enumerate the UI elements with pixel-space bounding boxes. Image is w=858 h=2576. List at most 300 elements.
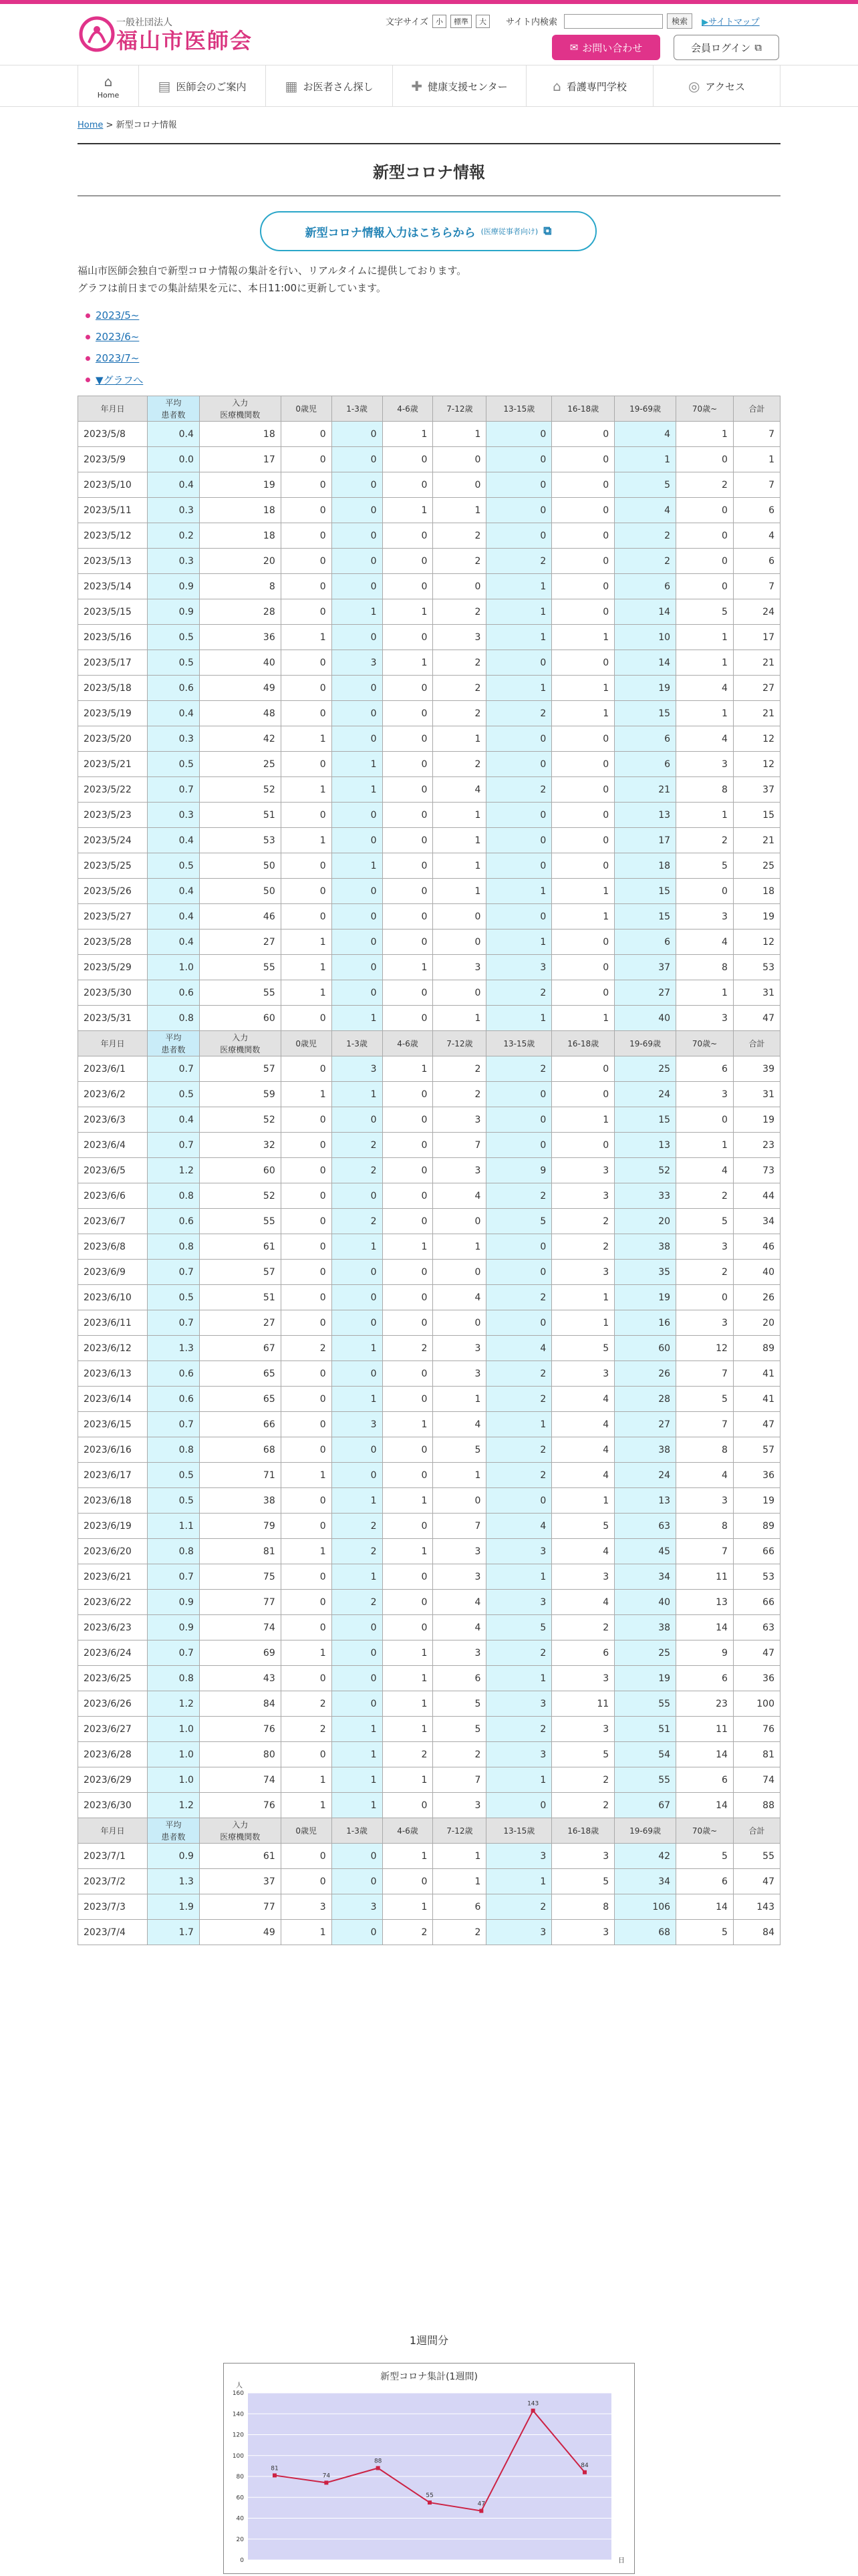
value-cell: 2 [331, 1209, 382, 1234]
table-row [78, 447, 780, 472]
table-row [78, 1056, 780, 1082]
value-cell: 2 [552, 1234, 615, 1260]
value-cell: 0 [382, 625, 433, 650]
value-cell: 52 [199, 1183, 281, 1209]
value-cell: 3 [552, 1158, 615, 1183]
font-size-normal-button[interactable]: 標準 [450, 15, 472, 28]
table-row [78, 1767, 780, 1793]
value-cell: 0.5 [147, 1285, 199, 1310]
value-cell: 48 [199, 701, 281, 726]
value-cell: 1 [331, 1717, 382, 1742]
value-cell: 63 [733, 1615, 780, 1640]
value-cell: 77 [199, 1590, 281, 1615]
value-cell: 13 [615, 1488, 676, 1514]
value-cell: 1 [281, 1767, 331, 1793]
date-cell: 2023/6/5 [78, 1158, 148, 1183]
value-cell: 0.5 [147, 625, 199, 650]
value-cell: 3 [331, 650, 382, 676]
value-cell: 2 [433, 1742, 486, 1767]
value-cell: 3 [676, 904, 734, 929]
anchor-july-link[interactable]: 2023/7~ [96, 352, 140, 364]
value-cell: 0 [486, 726, 552, 752]
value-cell: 6 [733, 549, 780, 574]
table-row [78, 1564, 780, 1590]
value-cell: 1 [486, 599, 552, 625]
value-cell: 55 [615, 1691, 676, 1717]
value-cell: 0 [382, 1387, 433, 1412]
value-cell: 1 [433, 1844, 486, 1869]
value-cell: 1 [331, 1488, 382, 1514]
value-cell: 52 [615, 1158, 676, 1183]
value-cell: 36 [199, 625, 281, 650]
column-header: 0歳児 [281, 1031, 331, 1056]
value-cell: 5 [676, 1844, 734, 1869]
value-cell: 5 [615, 472, 676, 498]
covid-input-link-button[interactable] [260, 211, 597, 251]
table-row [78, 726, 780, 752]
value-cell: 0 [382, 447, 433, 472]
chart-data-label: 88 [374, 2458, 382, 2465]
table-row [78, 701, 780, 726]
value-cell: 2 [486, 1361, 552, 1387]
value-cell: 1 [281, 1640, 331, 1666]
covid-data-table [78, 396, 780, 1945]
value-cell: 60 [199, 1158, 281, 1183]
value-cell: 42 [615, 1844, 676, 1869]
value-cell: 0 [552, 599, 615, 625]
value-cell: 0 [281, 701, 331, 726]
value-cell: 0.4 [147, 904, 199, 929]
value-cell: 0 [331, 549, 382, 574]
value-cell: 0 [281, 599, 331, 625]
value-cell: 0 [281, 472, 331, 498]
value-cell: 0 [382, 1133, 433, 1158]
value-cell: 0 [676, 523, 734, 549]
hospital-icon: ▦ [285, 78, 298, 94]
value-cell: 2 [676, 828, 734, 853]
value-cell: 1 [281, 1082, 331, 1107]
nav-item-access[interactable] [654, 65, 780, 107]
value-cell: 14 [676, 1894, 734, 1920]
value-cell: 0.5 [147, 1488, 199, 1514]
value-cell: 0.7 [147, 1640, 199, 1666]
value-cell: 66 [733, 1590, 780, 1615]
value-cell: 3 [676, 1082, 734, 1107]
value-cell: 1 [552, 1107, 615, 1133]
home-icon: ⌂ [104, 73, 113, 90]
description [78, 262, 466, 297]
value-cell: 0 [382, 1310, 433, 1336]
value-cell: 0 [433, 929, 486, 955]
value-cell: 2 [486, 1894, 552, 1920]
value-cell: 24 [615, 1082, 676, 1107]
value-cell: 5 [676, 599, 734, 625]
column-header: 19-69歳 [615, 1818, 676, 1844]
value-cell: 89 [733, 1336, 780, 1361]
value-cell: 4 [433, 1183, 486, 1209]
value-cell: 0 [382, 803, 433, 828]
table-row [78, 1285, 780, 1310]
value-cell: 71 [199, 1463, 281, 1488]
table-row [78, 904, 780, 929]
date-cell: 2023/6/8 [78, 1234, 148, 1260]
search-button[interactable]: 検索 [667, 13, 692, 29]
value-cell: 2 [552, 1209, 615, 1234]
value-cell: 34 [733, 1209, 780, 1234]
value-cell: 0 [281, 498, 331, 523]
value-cell: 14 [676, 1742, 734, 1767]
value-cell: 0 [281, 1183, 331, 1209]
value-cell: 0 [676, 574, 734, 599]
value-cell: 37 [615, 955, 676, 980]
value-cell: 0.8 [147, 1539, 199, 1564]
value-cell: 0 [382, 1183, 433, 1209]
value-cell: 0 [331, 955, 382, 980]
value-cell: 49 [199, 676, 281, 701]
value-cell: 5 [676, 1387, 734, 1412]
value-cell: 0 [331, 1691, 382, 1717]
value-cell: 74 [733, 1767, 780, 1793]
value-cell: 51 [199, 803, 281, 828]
value-cell: 31 [733, 980, 780, 1006]
value-cell: 0.5 [147, 650, 199, 676]
value-cell: 0 [331, 447, 382, 472]
value-cell: 0 [552, 498, 615, 523]
value-cell: 1.0 [147, 955, 199, 980]
value-cell: 1.9 [147, 1894, 199, 1920]
value-cell: 2 [486, 1640, 552, 1666]
value-cell: 42 [199, 726, 281, 752]
value-cell: 0 [382, 1514, 433, 1539]
date-cell: 2023/7/4 [78, 1920, 148, 1945]
column-header: 合計 [733, 396, 780, 422]
value-cell: 1 [331, 1767, 382, 1793]
value-cell: 0 [281, 879, 331, 904]
value-cell: 0 [382, 726, 433, 752]
value-cell: 0 [552, 422, 615, 447]
value-cell: 5 [433, 1717, 486, 1742]
value-cell: 0 [281, 422, 331, 447]
value-cell: 2 [615, 549, 676, 574]
value-cell: 0.5 [147, 1463, 199, 1488]
value-cell: 1 [733, 447, 780, 472]
value-cell: 0 [382, 472, 433, 498]
value-cell: 0.7 [147, 1133, 199, 1158]
table-row [78, 1006, 780, 1031]
nav-item-health-center[interactable] [393, 65, 527, 107]
value-cell: 23 [676, 1691, 734, 1717]
value-cell: 3 [433, 1564, 486, 1590]
value-cell: 0.7 [147, 1056, 199, 1082]
column-header: 平均 患者数 [147, 1031, 199, 1056]
value-cell: 18 [199, 523, 281, 549]
value-cell: 1 [552, 1285, 615, 1310]
member-login-button[interactable] [674, 35, 779, 60]
value-cell: 3 [486, 1844, 552, 1869]
table-row [78, 1209, 780, 1234]
value-cell: 0 [486, 447, 552, 472]
value-cell: 0 [331, 1361, 382, 1387]
value-cell: 0.5 [147, 853, 199, 879]
value-cell: 0 [552, 752, 615, 777]
value-cell: 0.9 [147, 1590, 199, 1615]
week-section-title: 1週間分 [409, 2334, 449, 2347]
value-cell: 0.8 [147, 1666, 199, 1691]
value-cell: 143 [733, 1894, 780, 1920]
value-cell: 1 [331, 1336, 382, 1361]
value-cell: 0 [382, 879, 433, 904]
nav-item-nursing-school[interactable] [527, 65, 654, 107]
chart-data-label: 81 [271, 2465, 279, 2472]
value-cell: 3 [676, 1234, 734, 1260]
font-size-small-button[interactable]: 小 [432, 15, 446, 28]
value-cell: 0 [331, 803, 382, 828]
value-cell: 40 [199, 650, 281, 676]
value-cell: 2 [331, 1539, 382, 1564]
value-cell: 1.3 [147, 1869, 199, 1894]
value-cell: 0 [676, 498, 734, 523]
value-cell: 0 [331, 625, 382, 650]
anchor-may-link[interactable]: 2023/5~ [96, 309, 140, 321]
value-cell: 0.9 [147, 599, 199, 625]
date-cell: 2023/7/2 [78, 1869, 148, 1894]
value-cell: 9 [676, 1640, 734, 1666]
nav-home-label: Home [97, 90, 120, 100]
value-cell: 4 [433, 777, 486, 803]
date-cell: 2023/6/1 [78, 1056, 148, 1082]
value-cell: 1 [433, 1006, 486, 1031]
column-header: 7-12歳 [433, 1818, 486, 1844]
value-cell: 15 [615, 904, 676, 929]
value-cell: 26 [615, 1361, 676, 1387]
value-cell: 0.3 [147, 726, 199, 752]
login-label: 会員ログイン [691, 41, 751, 54]
value-cell: 0 [382, 904, 433, 929]
value-cell: 24 [733, 599, 780, 625]
value-cell: 51 [199, 1285, 281, 1310]
page-title: 新型コロナ情報 [78, 143, 780, 182]
value-cell: 6 [433, 1666, 486, 1691]
value-cell: 1 [331, 1387, 382, 1412]
value-cell: 0.8 [147, 1437, 199, 1463]
value-cell: 0.8 [147, 1006, 199, 1031]
table-row [78, 1514, 780, 1539]
value-cell: 66 [733, 1539, 780, 1564]
value-cell: 0 [433, 1209, 486, 1234]
anchor-graph-link[interactable]: ▼グラフへ [96, 374, 144, 386]
value-cell: 19 [199, 472, 281, 498]
table-row [78, 1133, 780, 1158]
table-row [78, 1336, 780, 1361]
value-cell: 0 [281, 1133, 331, 1158]
nav-item-home[interactable] [78, 65, 139, 107]
sitemap-link[interactable] [702, 15, 760, 27]
breadcrumb-home-link[interactable]: Home [78, 120, 104, 130]
value-cell: 3 [331, 1412, 382, 1437]
month-anchor-list [86, 305, 143, 390]
date-cell: 2023/6/14 [78, 1387, 148, 1412]
value-cell: 0 [433, 1488, 486, 1514]
date-cell: 2023/6/28 [78, 1742, 148, 1767]
value-cell: 4 [552, 1590, 615, 1615]
table-row [78, 1869, 780, 1894]
value-cell: 2 [486, 777, 552, 803]
nav-school-label: 看護専門学校 [566, 80, 627, 93]
value-cell: 23 [733, 1133, 780, 1158]
table-header-row [78, 1818, 780, 1844]
value-cell: 27 [615, 1412, 676, 1437]
value-cell: 5 [676, 1209, 734, 1234]
value-cell: 3 [433, 1336, 486, 1361]
value-cell: 61 [199, 1844, 281, 1869]
date-cell: 2023/5/27 [78, 904, 148, 929]
mail-icon: ✉ [569, 41, 579, 53]
font-size-large-button[interactable]: 大 [476, 15, 490, 28]
value-cell: 40 [615, 1590, 676, 1615]
date-cell: 2023/7/3 [78, 1894, 148, 1920]
date-cell: 2023/5/19 [78, 701, 148, 726]
chart-data-label: 74 [322, 2472, 331, 2480]
value-cell: 1 [331, 1234, 382, 1260]
table-row [78, 1920, 780, 1945]
value-cell: 1 [382, 422, 433, 447]
value-cell: 0 [281, 676, 331, 701]
value-cell: 0 [281, 1590, 331, 1615]
value-cell: 3 [486, 1691, 552, 1717]
value-cell: 1 [676, 980, 734, 1006]
value-cell: 0 [676, 1107, 734, 1133]
value-cell: 69 [199, 1640, 281, 1666]
breadcrumb-separator: > [103, 120, 116, 130]
table-row [78, 1082, 780, 1107]
value-cell: 0 [281, 853, 331, 879]
value-cell: 0 [382, 1082, 433, 1107]
value-cell: 1 [331, 1564, 382, 1590]
date-cell: 2023/6/18 [78, 1488, 148, 1514]
value-cell: 0 [331, 1666, 382, 1691]
date-cell: 2023/5/30 [78, 980, 148, 1006]
value-cell: 1 [281, 1920, 331, 1945]
value-cell: 0 [433, 1310, 486, 1336]
value-cell: 0 [552, 472, 615, 498]
value-cell: 5 [433, 1437, 486, 1463]
chart-y-tick-label: 0 [240, 2557, 244, 2564]
weekly-chart [223, 2363, 635, 2574]
value-cell: 51 [615, 1717, 676, 1742]
value-cell: 0 [433, 1260, 486, 1285]
value-cell: 27 [615, 980, 676, 1006]
nav-item-doctor-search[interactable] [266, 65, 393, 107]
value-cell: 0 [676, 549, 734, 574]
date-cell: 2023/5/11 [78, 498, 148, 523]
value-cell: 49 [199, 1920, 281, 1945]
table-row [78, 1387, 780, 1412]
value-cell: 0 [382, 1158, 433, 1183]
value-cell: 0 [281, 1666, 331, 1691]
value-cell: 1 [552, 1006, 615, 1031]
value-cell: 2 [331, 1158, 382, 1183]
date-cell: 2023/5/9 [78, 447, 148, 472]
value-cell: 5 [676, 1920, 734, 1945]
value-cell: 10 [615, 625, 676, 650]
value-cell: 5 [552, 1514, 615, 1539]
value-cell: 1 [433, 1234, 486, 1260]
date-cell: 2023/5/15 [78, 599, 148, 625]
value-cell: 19 [615, 1666, 676, 1691]
value-cell: 0.0 [147, 447, 199, 472]
value-cell: 0 [552, 980, 615, 1006]
value-cell: 0 [486, 803, 552, 828]
value-cell: 8 [676, 1437, 734, 1463]
value-cell: 0 [331, 1844, 382, 1869]
anchor-june-link[interactable]: 2023/6~ [96, 331, 140, 343]
value-cell: 7 [676, 1361, 734, 1387]
external-link-icon: ⧉ [754, 41, 762, 53]
value-cell: 0 [552, 1082, 615, 1107]
value-cell: 5 [486, 1209, 552, 1234]
column-header: 13-15歳 [486, 396, 552, 422]
date-cell: 2023/6/29 [78, 1767, 148, 1793]
search-input[interactable] [564, 14, 663, 29]
site-logo[interactable] [78, 15, 253, 53]
value-cell: 1 [281, 726, 331, 752]
column-header: 16-18歳 [552, 1031, 615, 1056]
column-header: 平均 患者数 [147, 396, 199, 422]
value-cell: 1 [382, 599, 433, 625]
value-cell: 1 [433, 853, 486, 879]
value-cell: 1 [382, 1412, 433, 1437]
table-row [78, 1539, 780, 1564]
column-header: 1-3歳 [331, 1818, 382, 1844]
value-cell: 24 [615, 1463, 676, 1488]
value-cell: 28 [199, 599, 281, 625]
column-header: 13-15歳 [486, 1031, 552, 1056]
date-cell: 2023/6/21 [78, 1564, 148, 1590]
table-row [78, 1666, 780, 1691]
chart-data-point [273, 2473, 277, 2477]
value-cell: 0.3 [147, 498, 199, 523]
value-cell: 17 [199, 447, 281, 472]
value-cell: 7 [733, 472, 780, 498]
value-cell: 0 [331, 1920, 382, 1945]
value-cell: 37 [733, 777, 780, 803]
value-cell: 57 [199, 1260, 281, 1285]
nav-item-about[interactable] [139, 65, 266, 107]
table-header-row [78, 1031, 780, 1056]
value-cell: 1.0 [147, 1767, 199, 1793]
value-cell: 1 [331, 752, 382, 777]
value-cell: 0 [486, 1310, 552, 1336]
table-row [78, 1590, 780, 1615]
value-cell: 1.2 [147, 1793, 199, 1818]
value-cell: 0.4 [147, 929, 199, 955]
value-cell: 0 [281, 1437, 331, 1463]
value-cell: 0 [486, 1082, 552, 1107]
column-header: 1-3歳 [331, 1031, 382, 1056]
value-cell: 3 [331, 1056, 382, 1082]
nav-about-label: 医師会のご案内 [176, 80, 247, 93]
value-cell: 0 [281, 1387, 331, 1412]
contact-button[interactable] [552, 35, 660, 60]
chart-y-tick-label: 60 [236, 2494, 244, 2502]
value-cell: 2 [433, 701, 486, 726]
chart-y-tick-label: 100 [232, 2452, 244, 2460]
health-icon: ✚ [411, 78, 423, 94]
chart-y-tick-label: 160 [232, 2390, 244, 2397]
date-cell: 2023/6/3 [78, 1107, 148, 1133]
value-cell: 1.7 [147, 1920, 199, 1945]
value-cell: 0 [331, 1869, 382, 1894]
